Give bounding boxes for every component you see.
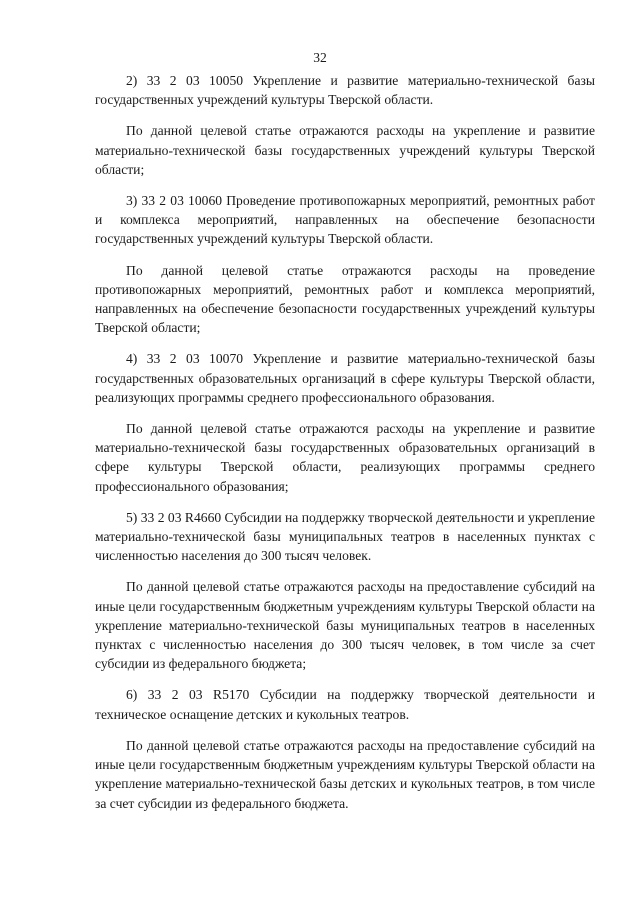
page-number: 32 [313,50,327,65]
document-body [95,71,595,813]
paragraph-description-5: По данной целевой статье отражаются расходы на предоставление субсидий на иные цели государственным бюджетным учреждениям культуры Тверской области на укрепление материально-технической базы муниципальных театров в населенных пунктах с численностью населения до 300 тысяч человек, в том числе за счет субсидии из федерального бюджета; [95,579,595,672]
paragraph-description-3: По данной целевой статье отражаются расходы на проведение противопожарных мероприятий, ремонтных работ и комплекса мероприятий, направленных на обеспечение безопасности государственных учреждений культуры Тверской области; [95,262,595,336]
paragraph-item-3: 3) 33 2 03 10060 Проведение противопожарных мероприятий, ремонтных работ и комплекса мероприятий, направленных на обеспечение безопасности государственных учреждений культуры Тверской области. [95,193,595,247]
paragraph-item-4: 4) 33 2 03 10070 Укрепление и развитие материально-технической базы государственных образовательных организаций в сфере культуры Тверской области, реализующих программы среднего профессионального образования. [95,351,595,405]
paragraph-item-6: 6) 33 2 03 R5170 Субсидии на поддержку творческой деятельности и техническое оснащение детских и кукольных театров. [95,687,595,722]
paragraph-description-2: По данной целевой статье отражаются расходы на укрепление и развитие материально-технической базы государственных учреждений культуры Тверской области; [95,123,595,177]
paragraph-item-2: 2) 33 2 03 10050 Укрепление и развитие материально-технической базы государственных учреждений культуры Тверской области. [95,73,595,108]
paragraph-description-6: По данной целевой статье отражаются расходы на предоставление субсидий на иные цели государственным бюджетным учреждениям культуры Тверской области на укрепление материально-технической базы детских и кукольных театров, в том числе за счет субсидии из федерального бюджета. [95,737,595,811]
paragraph-item-5: 5) 33 2 03 R4660 Субсидии на поддержку творческой деятельности и укрепление материально-технической базы муниципальных театров в населенных пунктах с численностью населения до 300 тысяч человек. [95,509,595,564]
paragraph-description-4: По данной целевой статье отражаются расходы на укрепление и развитие материально-технической базы государственных образовательных организаций в сфере культуры Тверской области, реализующих программы среднего профессионального образования; [95,421,595,494]
